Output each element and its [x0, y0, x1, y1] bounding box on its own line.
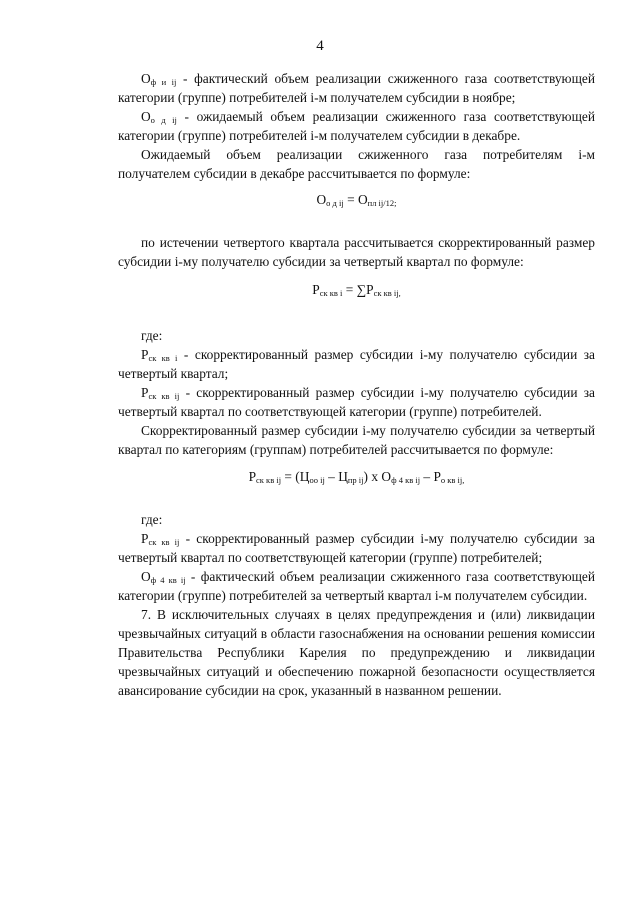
- definition-o-f-4-kv: $О_{ф 4 кв ij}$ - фактический объем реализации сжиженного газа соответствующей категории (группе) потребителей за четвертый квартал i-м получателем субсидии.: [118, 569, 595, 603]
- page-number: 4: [316, 38, 324, 54]
- paragraph-fourth-quarter: по истечении четвертого квартала рассчитывается скорректированный размер субсидии i-му получателю субсидии за четвертый квартал по формуле:: [118, 235, 595, 269]
- paragraph-corrected-by-category: Скорректированный размер субсидии i-му получателю субсидии за четвертый квартал по категориям (группам) потребителей рассчитывается по формуле:: [118, 423, 595, 457]
- document-body: [118, 69, 595, 700]
- symbol: О: [141, 109, 151, 124]
- definition-o-o-d: [118, 107, 595, 145]
- symbol-subscript: ф и ij: [150, 77, 177, 87]
- definition-r-sk-kv-i: $Р_{ск кв i}$ - скорректированный размер субсидии i-му получателю субсидии за четвертый квартал;: [118, 347, 595, 381]
- formula-expected-volume: $О_{о д ij} = О_{пл ij/12;}$: [316, 192, 397, 208]
- definition-o-f-i: [118, 69, 595, 107]
- definition-text: - ожидаемый объем реализации сжиженного газа соответствующей категории (группе) потребителей i-м получателем субсидии в декабре.: [118, 109, 595, 143]
- formula-corrected-subsidy: $Р_{ск кв i} = \sum Р_{ск кв ij,}$: [312, 282, 401, 298]
- definition-r-sk-kv-ij: $Р_{ск кв ij}$ - скорректированный размер субсидии i-му получателю субсидии за четвертый квартал по соответствующей категории (группе) потребителей.: [118, 385, 595, 419]
- paragraph-expected-volume: Ожидаемый объем реализации сжиженного газа потребителям i-м получателем субсидии в декабре рассчитывается по формуле:: [118, 147, 595, 181]
- formula-corrected-by-category: $Р_{ск кв ij} = (Ц_{оо ij} - Ц_{пр ij})$ х $О_{ф 4 кв ij} - Р_{о кв ij,}$: [248, 469, 465, 485]
- where-label: где:: [141, 328, 163, 343]
- symbol: О: [141, 71, 151, 86]
- definition-r-sk-kv-ij-category: $Р_{ск кв ij}$ - скорректированный размер субсидии i-му получателю субсидии за четвертый квартал по соответствующей категории (группе) потребителей;: [118, 531, 595, 565]
- definition-text: - фактический объем реализации сжиженного газа соответствующей категории (группе) потребителей i-м получателем субсидии в ноябре;: [118, 71, 595, 105]
- paragraph-item-7-advance: 7. В исключительных случаях в целях предупреждения и (или) ликвидации чрезвычайных ситуаций в области газоснабжения на основании решения комиссии Правительства Республики Карелия по предупреждению и ликвидации чрезвычайных ситуаций и обеспечению пожарной безопасности осуществляется авансирование субсидии на срок, указанный в названном решении.: [118, 607, 595, 698]
- symbol-subscript: о д ij: [150, 115, 177, 125]
- where-label: где:: [141, 512, 163, 527]
